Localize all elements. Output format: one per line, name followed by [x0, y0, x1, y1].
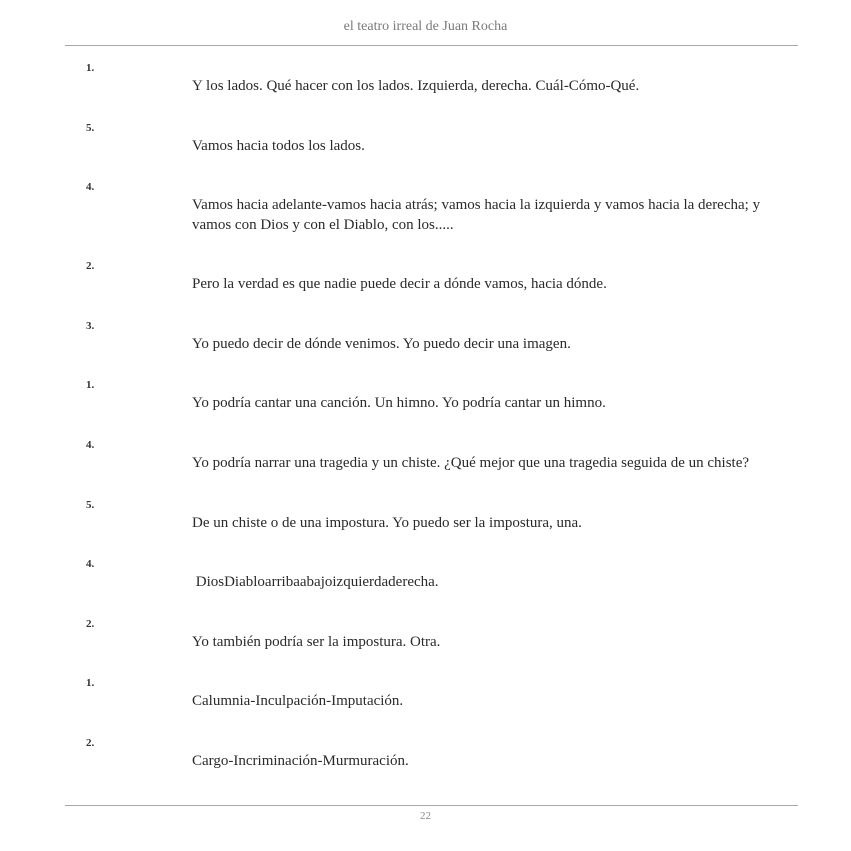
entry: [0, 118, 851, 178]
running-header: el teatro irreal de Juan Rocha: [343, 19, 508, 34]
entry-text: Yo podría cantar una canción. Un himno. Yo podría cantar un himno.: [192, 395, 606, 412]
entry: [0, 316, 851, 376]
entry-number: 5.: [86, 121, 95, 134]
entry: [0, 435, 851, 495]
entry: [0, 256, 851, 316]
entry: [0, 614, 851, 674]
entry-text: Yo puedo decir de dónde venimos. Yo puedo decir una imagen.: [192, 335, 571, 352]
entry: [0, 495, 851, 555]
entry-number: 1.: [86, 62, 95, 74]
entry-number: 5.: [86, 498, 95, 511]
entry-text: DiosDiabloarribaabajoizquierdaderecha.: [192, 574, 439, 591]
entry-number: 2.: [86, 260, 95, 273]
entry-text: Yo también podría ser la impostura. Otra.: [192, 633, 441, 650]
entry: [0, 673, 851, 733]
entry-text: Pero la verdad es que nadie puede decir a dónde vamos, hacia dónde.: [192, 276, 607, 293]
entry-number: 4.: [86, 438, 95, 451]
entry-text: Vamos hacia adelante-vamos hacia atrás; vamos hacia la izquierda y vamos hacia la derecha; y vamos con Dios y con el Diablo, con los.....: [192, 197, 761, 234]
entry-text: Y los lados. Qué hacer con los lados. Izquierda, derecha. Cuál-Cómo-Qué.: [192, 78, 640, 94]
entry-number: 1.: [86, 677, 95, 690]
entry-number: 1.: [86, 379, 95, 392]
entry: [0, 733, 851, 793]
entry-text: Cargo-Incriminación-Murmuración.: [192, 752, 409, 769]
entry-number: 4.: [86, 558, 95, 571]
entry: [0, 375, 851, 435]
page-number: 22: [420, 810, 431, 822]
header-divider: [65, 45, 798, 46]
entry-number: 2.: [86, 736, 95, 749]
entry: [0, 58, 851, 118]
entry-list: [0, 58, 851, 793]
entry: [0, 554, 851, 614]
entry-number: 4.: [86, 181, 95, 194]
entry-text: Calumnia-Inculpación-Imputación.: [192, 693, 404, 710]
entry-number: 2.: [86, 617, 95, 630]
entry-text: Vamos hacia todos los lados.: [192, 137, 365, 154]
footer-divider: [65, 805, 798, 806]
entry-text: De un chiste o de una impostura. Yo puedo ser la impostura, una.: [192, 514, 582, 531]
entry: [0, 177, 851, 256]
entry-number: 3.: [86, 319, 95, 332]
entry-text: Yo podría narrar una tragedia y un chiste. ¿Qué mejor que una tragedia seguida de un chiste?: [192, 454, 750, 471]
